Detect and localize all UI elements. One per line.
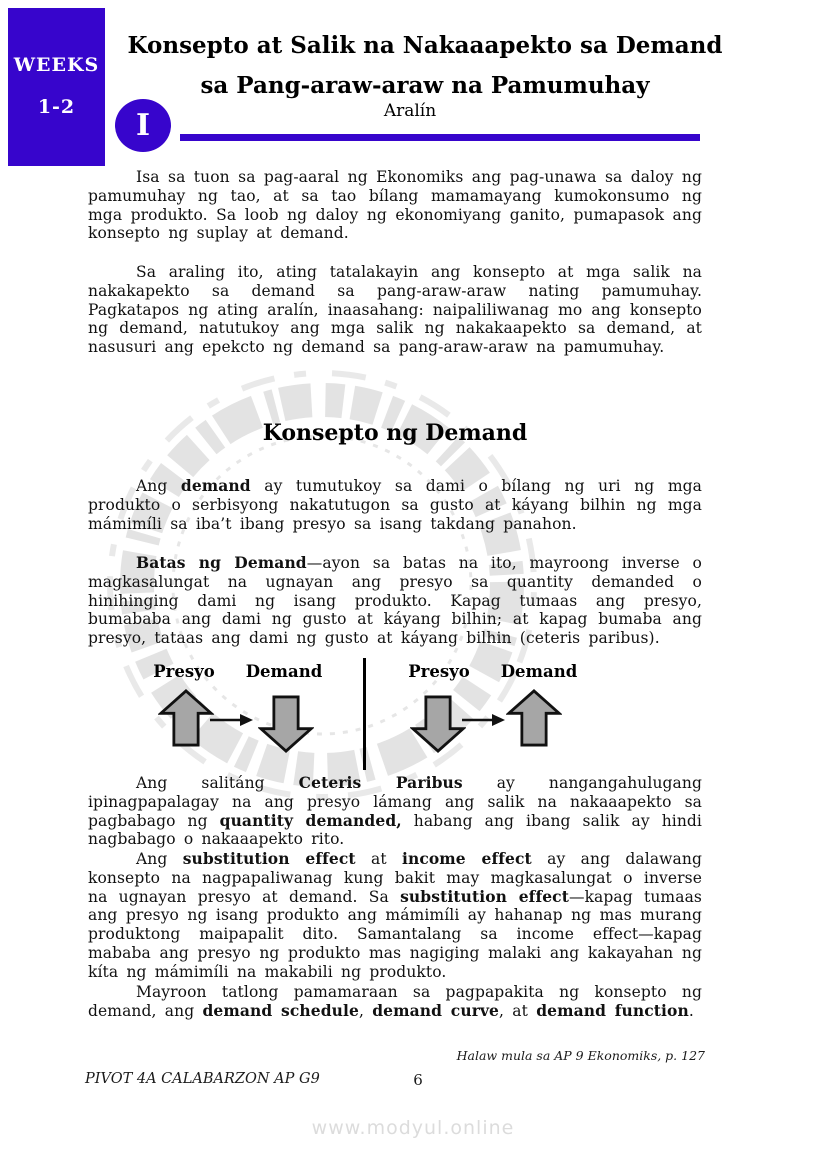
right-arrow-icon [210, 712, 254, 728]
source-note: Halaw mula sa AP 9 Ekonomiks, p. 127 [456, 1048, 705, 1063]
right-arrow-icon [462, 712, 506, 728]
paragraph-substitution-income: Ang substitution effect at income effect ay ang dalawang konsepto na nagpapaliwanag kung bakit may magkasalungat o inverse na ugnayan presyo at demand. Sa substitution effect—kapag tumaas ang presyo ng isang produkto ang mámimíli ay hahanap ng mas murang produktong maipapalit dito. Samantalang sa income effect—kapag mababa ang presyo ng produkto mas nagiging malaki ang kakayahan ng kíta ng mámimíli na makabili ng produkto. [88, 849, 702, 981]
section-heading: Konsepto ng Demand [262, 420, 528, 446]
right-demand-label: Demand [500, 662, 578, 681]
header-rule [180, 134, 700, 141]
demand-down-arrow-icon [258, 694, 314, 754]
weeks-badge [8, 8, 105, 166]
right-price-label: Presyo [408, 662, 470, 681]
paragraph-intro: Isa sa tuon sa pag-aaral ng Ekonomiks ang pag-unawa sa daloy ng pamumuhay ng tao, at sa tao bílang mamamayang kumokonsumo ng mga produkto. Sa loob ng daloy ng ekonomiyang ganito, pumapasok ang konsepto ng suplay at demand. [88, 168, 702, 243]
page-title-line2: sa Pang-araw-araw na Pamumuhay [200, 72, 650, 99]
paragraph-ceteris-paribus: Ang salitáng Ceteris Paribus ay nangangahulugang ipinagpapalagay na ang presyo lámang ang salik na nakaaapekto sa pagbabago ng quantity demanded, habang ang ibang salik ay hindi nagbabago o nakaaapekto rito. [88, 773, 702, 849]
page-number: 6 [413, 1071, 423, 1089]
paragraph-three-methods: Mayroon tatlong pamamaraan sa pagpapakita ng konsepto ng demand, ang demand schedule, demand curve, at demand function. [88, 983, 702, 1020]
demand-up-arrow-icon [506, 688, 562, 748]
diagram-divider [363, 658, 366, 770]
page-title-line1: Konsepto at Salik na Nakaaapekto sa Demand [127, 32, 723, 59]
page-title [105, 26, 745, 106]
weeks-badge-word: WEEKS [13, 54, 100, 76]
left-price-label: Presyo [153, 662, 215, 681]
lesson-label: Aralín [383, 101, 437, 121]
weeks-badge-range: 1-2 [37, 96, 76, 118]
paragraph-law-of-demand: Batas ng Demand—ayon sa batas na ito, mayroong inverse o magkasalungat na ugnayan ang presyo sa quantity demanded o hinihinging dami ng isang produkto. Kapag tumaas ang presyo, bumababa ang dami ng gusto at káyang bilhin; at kapag bumaba ang presyo, tataas ang dami ng gusto at káyang bilhin (ceteris paribus). [88, 553, 702, 648]
site-watermark: www.modyul.online [311, 1117, 515, 1139]
document-label: PIVOT 4A CALABARZON AP G9 [85, 1071, 320, 1087]
paragraph-demand-definition: Ang demand ay tumutukoy sa dami o bílang ng uri ng mga produkto o serbisyong nakatutugon sa gusto at káyang bilhin ng mga mámimíli sa iba’t ibang presyo sa isang takdang panahon. [88, 476, 702, 533]
price-up-arrow-icon [158, 688, 214, 748]
lesson-number: I [135, 108, 151, 143]
price-demand-diagram [0, 658, 826, 772]
paragraph-objectives: Sa araling ito, ating tatalakayin ang konsepto at mga salik na nakakapekto sa demand sa pang-araw-araw nating pamumuhay. Pagkatapos ng ating aralín, inaasahang: naipaliliwanag mo ang konsepto ng demand, natutukoy ang mga salik ng nakakaapekto sa demand, at nasusuri ang epekcto ng demand sa pang-araw-araw na pamumuhay. [88, 263, 702, 357]
price-down-arrow-icon [410, 694, 466, 754]
left-demand-label: Demand [245, 662, 323, 681]
